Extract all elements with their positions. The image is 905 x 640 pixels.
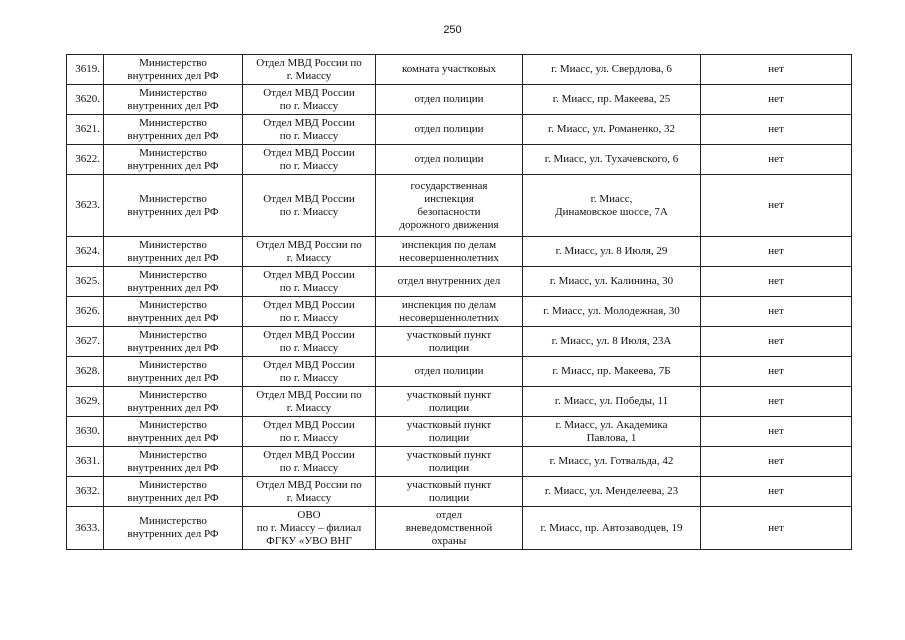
ministry-cell-line: Министерство [139,388,207,401]
table-row [67,417,852,447]
value-cell: нет [701,145,852,175]
table-row [67,175,852,237]
department-cell [243,387,376,417]
unit-cell-line: отдел [436,508,462,521]
value-cell: нет [701,267,852,297]
ministry-cell-line: Министерство [139,146,207,159]
unit-cell [376,447,523,477]
registry-table [66,54,852,550]
ministry-cell-line: Министерство [139,116,207,129]
value-cell: нет [701,357,852,387]
value-cell: нет [701,297,852,327]
ministry-cell-line: Министерство [139,358,207,371]
department-cell-line: г. Миассу [286,251,332,264]
ministry-cell [104,267,243,297]
ministry-cell [104,115,243,145]
ministry-cell [104,417,243,447]
unit-cell-line: участковый пункт [406,478,492,491]
ministry-cell-line: внутренних дел РФ [127,528,219,540]
department-cell [243,145,376,175]
unit-cell-line: участковый пункт [406,328,492,341]
table-row [67,237,852,267]
unit-cell-line: отдел внутренних дел [397,275,501,287]
department-cell-line: по г. Миассу [279,311,339,324]
unit-cell-line: отдел полиции [414,365,484,377]
ministry-cell-line: внутренних дел РФ [127,401,219,414]
ministry-cell-line: внутренних дел РФ [127,461,219,474]
address-cell-line: г. Миасс, ул. Академика [555,418,668,431]
department-cell-line: Отдел МВД России [263,268,355,281]
table-row [67,115,852,145]
department-cell [243,417,376,447]
table-row [67,327,852,357]
department-cell-line: Отдел МВД России [263,448,355,461]
department-cell-line: по г. Миассу [279,461,339,474]
ministry-cell-line: внутренних дел РФ [127,311,219,324]
row-number: 3619. [67,55,104,85]
table-row [67,297,852,327]
table-row [67,447,852,477]
ministry-cell-line: Министерство [139,298,207,311]
department-cell [243,477,376,507]
unit-cell-line: несовершеннолетних [399,311,499,324]
ministry-cell-line: Министерство [139,192,207,205]
table-row [67,507,852,550]
ministry-cell-line: внутренних дел РФ [127,129,219,142]
address-cell-line: г. Миасс, ул. Менделеева, 23 [544,485,679,497]
ministry-cell-line: внутренних дел РФ [127,251,219,264]
department-cell-line: по г. Миассу [279,281,339,294]
ministry-cell-line: внутренних дел РФ [127,281,219,294]
department-cell-line: г. Миассу [286,491,332,504]
department-cell-line: ОВО [297,508,321,521]
department-cell [243,115,376,145]
department-cell-line: по г. Миассу [279,371,339,384]
address-cell-line: г. Миасс, ул. Романенко, 32 [548,123,675,135]
value-cell: нет [701,477,852,507]
department-cell-line: Отдел МВД России по [256,478,362,491]
ministry-cell-line: Министерство [139,478,207,491]
address-cell [523,145,701,175]
ministry-cell-line: Министерство [139,56,207,69]
unit-cell-line: участковый пункт [406,388,492,401]
table-row [67,145,852,175]
ministry-cell [104,477,243,507]
department-cell-line: г. Миассу [286,401,332,414]
value-cell: нет [701,507,852,550]
ministry-cell-line: внутренних дел РФ [127,205,219,218]
row-number: 3623. [67,175,104,237]
department-cell-line: по г. Миассу [279,99,339,112]
address-cell-line: г. Миасс, [590,192,633,205]
unit-cell-line: комната участковых [401,63,497,75]
unit-cell-line: охраны [431,534,467,547]
row-number: 3627. [67,327,104,357]
unit-cell [376,175,523,237]
unit-cell [376,145,523,175]
address-cell-line: Павлова, 1 [586,431,637,444]
department-cell [243,447,376,477]
ministry-cell [104,85,243,115]
unit-cell [376,297,523,327]
value-cell: нет [701,115,852,145]
page-number: 250 [443,24,462,36]
table-row [67,55,852,85]
unit-cell [376,237,523,267]
row-number: 3620. [67,85,104,115]
ministry-cell-line: внутренних дел РФ [127,99,219,112]
ministry-cell [104,55,243,85]
address-cell-line: г. Миасс, пр. Макеева, 7Б [552,365,671,377]
unit-cell-line: дорожного движения [399,218,499,231]
department-cell-line: по г. Миассу [279,341,339,354]
ministry-cell-line: внутренних дел РФ [127,431,219,444]
unit-cell-line: полиции [428,491,470,504]
department-cell-line: Отдел МВД России [263,86,355,99]
department-cell-line: Отдел МВД России по [256,56,362,69]
address-cell [523,115,701,145]
address-cell-line: г. Миасс, ул. Победы, 11 [554,395,669,407]
department-cell-line: г. Миассу [286,69,332,82]
value-cell: нет [701,417,852,447]
department-cell [243,267,376,297]
row-number: 3629. [67,387,104,417]
department-cell [243,237,376,267]
address-cell [523,297,701,327]
ministry-cell [104,447,243,477]
address-cell [523,237,701,267]
unit-cell-line: полиции [428,401,470,414]
ministry-cell-line: Министерство [139,238,207,251]
unit-cell-line: несовершеннолетних [399,251,499,264]
department-cell-line: Отдел МВД России по [256,388,362,401]
address-cell-line: г. Миасс, ул. Калинина, 30 [549,275,674,287]
ministry-cell-line: Министерство [139,418,207,431]
row-number: 3630. [67,417,104,447]
department-cell-line: Отдел МВД России [263,358,355,371]
unit-cell-line: государственная [410,179,488,192]
department-cell [243,55,376,85]
address-cell-line: г. Миасс, пр. Макеева, 25 [552,93,671,105]
address-cell [523,387,701,417]
ministry-cell [104,357,243,387]
address-cell-line: Динамовское шоссе, 7А [555,205,668,218]
address-cell [523,175,701,237]
unit-cell-line: отдел полиции [414,123,484,135]
table-row [67,477,852,507]
address-cell [523,477,701,507]
row-number: 3628. [67,357,104,387]
ministry-cell-line: внутренних дел РФ [127,341,219,354]
ministry-cell [104,145,243,175]
address-cell-line: г. Миасс, ул. 8 Июля, 23А [551,335,672,347]
department-cell-line: по г. Миассу [279,205,339,218]
address-cell [523,447,701,477]
ministry-cell-line: Министерство [139,268,207,281]
address-cell [523,55,701,85]
ministry-cell-line: Министерство [139,328,207,341]
address-cell [523,357,701,387]
department-cell-line: Отдел МВД России [263,146,355,159]
unit-cell [376,417,523,447]
address-cell [523,507,701,550]
value-cell: нет [701,327,852,357]
table-row [67,357,852,387]
address-cell-line: г. Миасс, ул. Свердлова, 6 [551,63,672,75]
unit-cell [376,507,523,550]
table-row [67,387,852,417]
address-cell [523,417,701,447]
unit-cell-line: инспекция по делам [401,238,497,251]
row-number: 3622. [67,145,104,175]
unit-cell-line: инспекция [424,192,474,205]
ministry-cell-line: внутренних дел РФ [127,491,219,504]
unit-cell-line: полиции [428,431,470,444]
department-cell-line: по г. Миассу [279,129,339,142]
ministry-cell [104,387,243,417]
unit-cell-line: инспекция по делам [401,298,497,311]
address-cell-line: г. Миасс, ул. Молодежная, 30 [543,305,680,317]
value-cell: нет [701,447,852,477]
address-cell [523,267,701,297]
address-cell-line: г. Миасс, ул. Тухачевского, 6 [544,153,679,165]
department-cell-line: Отдел МВД России [263,418,355,431]
table-row [67,267,852,297]
value-cell: нет [701,237,852,267]
row-number: 3632. [67,477,104,507]
ministry-cell-line: Министерство [139,86,207,99]
department-cell-line: Отдел МВД России [263,298,355,311]
value-cell: нет [701,85,852,115]
unit-cell-line: вневедомственной [405,521,493,534]
ministry-cell [104,297,243,327]
department-cell-line: ФГКУ «УВО ВНГ [266,534,352,547]
department-cell [243,175,376,237]
department-cell-line: по г. Миассу [279,159,339,172]
unit-cell [376,85,523,115]
ministry-cell-line: внутренних дел РФ [127,69,219,82]
ministry-cell-line: Министерство [139,515,207,527]
unit-cell [376,387,523,417]
table-row [67,85,852,115]
row-number: 3633. [67,507,104,550]
department-cell [243,327,376,357]
department-cell [243,297,376,327]
department-cell [243,507,376,550]
department-cell-line: по г. Миассу – филиал [256,521,362,534]
registry-rows [67,55,852,550]
address-cell [523,327,701,357]
unit-cell-line: отдел полиции [414,153,484,165]
unit-cell [376,267,523,297]
value-cell: нет [701,175,852,237]
value-cell: нет [701,55,852,85]
unit-cell-line: отдел полиции [414,93,484,105]
unit-cell-line: полиции [428,461,470,474]
ministry-cell [104,175,243,237]
ministry-cell [104,237,243,267]
address-cell-line: г. Миасс, ул. Готвальда, 42 [549,455,674,467]
address-cell [523,85,701,115]
unit-cell [376,327,523,357]
unit-cell-line: полиции [428,341,470,354]
ministry-cell [104,507,243,550]
address-cell-line: г. Миасс, пр. Автозаводцев, 19 [540,521,683,534]
ministry-cell-line: внутренних дел РФ [127,159,219,172]
ministry-cell-line: внутренних дел РФ [127,371,219,384]
department-cell-line: Отдел МВД России [263,192,355,205]
unit-cell [376,55,523,85]
unit-cell [376,357,523,387]
department-cell [243,85,376,115]
unit-cell-line: безопасности [417,205,481,218]
unit-cell [376,115,523,145]
department-cell-line: Отдел МВД России [263,328,355,341]
department-cell-line: Отдел МВД России по [256,238,362,251]
ministry-cell [104,327,243,357]
row-number: 3625. [67,267,104,297]
unit-cell-line: участковый пункт [406,418,492,431]
row-number: 3626. [67,297,104,327]
unit-cell [376,477,523,507]
department-cell [243,357,376,387]
row-number: 3631. [67,447,104,477]
value-cell: нет [701,387,852,417]
unit-cell-line: участковый пункт [406,448,492,461]
row-number: 3624. [67,237,104,267]
department-cell-line: по г. Миассу [279,431,339,444]
department-cell-line: Отдел МВД России [263,116,355,129]
row-number: 3621. [67,115,104,145]
ministry-cell-line: Министерство [139,448,207,461]
address-cell-line: г. Миасс, ул. 8 Июля, 29 [555,245,668,257]
